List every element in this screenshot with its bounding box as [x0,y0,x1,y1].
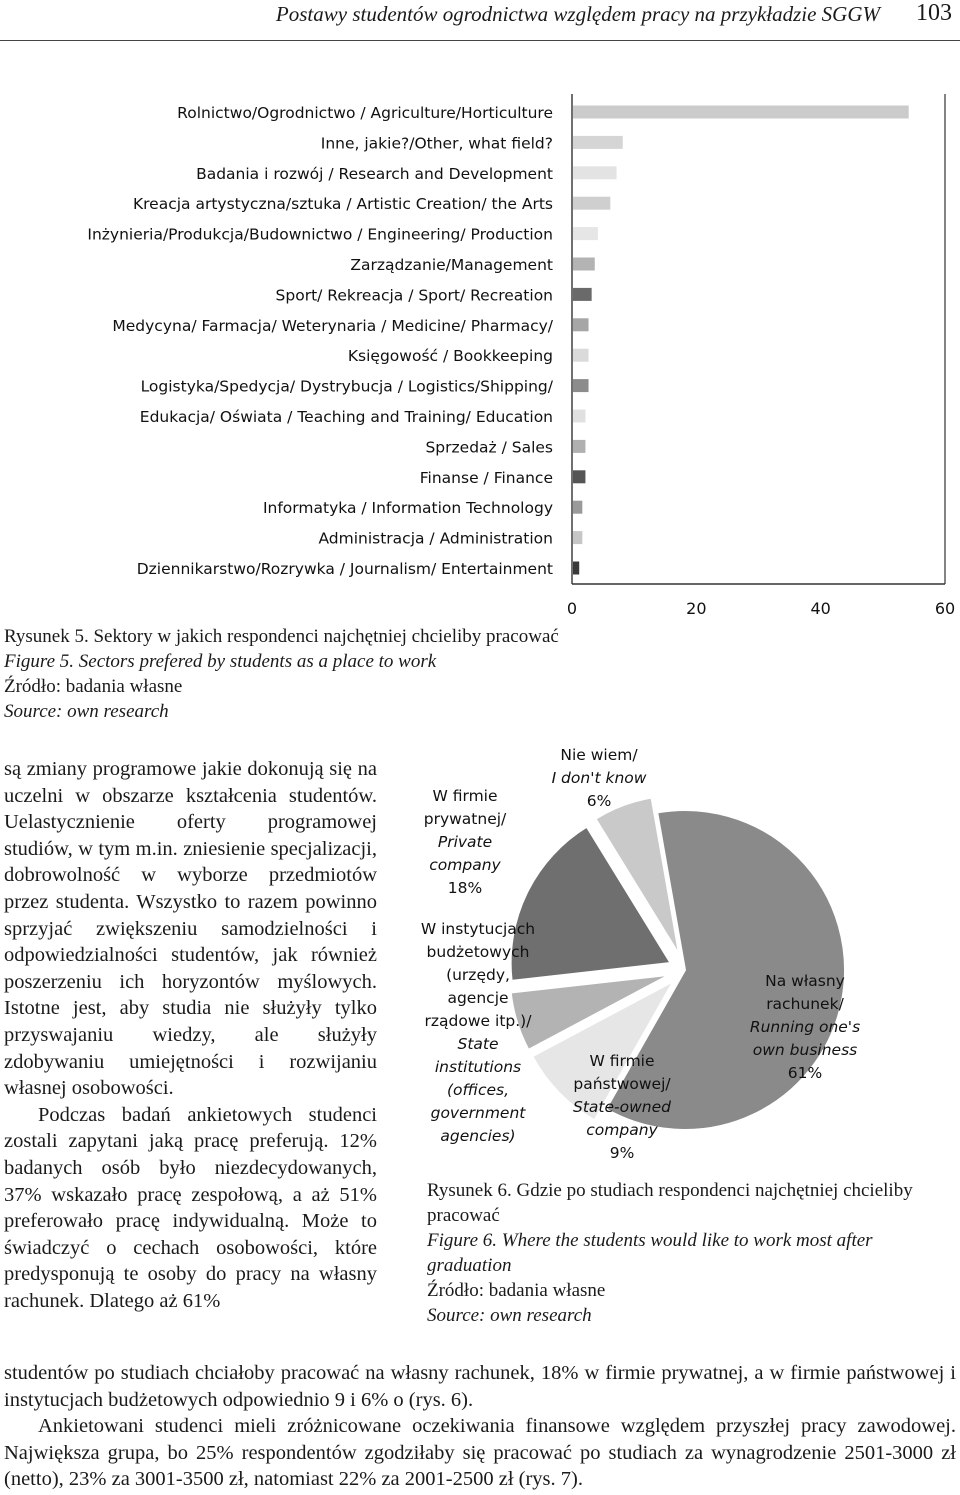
pie-label-line: rachunek/ [766,995,844,1013]
bar [573,136,623,149]
pie-label-line: prywatnej/ [423,810,507,828]
page-number: 103 [916,0,952,26]
x-tick-label: 40 [810,599,831,618]
category-label: Kreacja artystyczna/sztuka / Artistic Creation/ the Arts [132,195,553,214]
pie-percent-label: 18% [447,879,483,897]
category-label: Informatyka / Information Technology [262,499,553,518]
running-title: Postawy studentów ogrodnictwa względem pracy na przykładzie SGGW [275,2,880,26]
category-label: Zarządzanie/Management [350,256,553,274]
body-paragraph: studentów po studiach chciałoby pracować na własny rachunek, 18% w firmie prywatnej, a w firmie państwowej i instytucjach budżetowych odpowiednio 9 i 6% o (rys. 6). [4,1362,956,1411]
figure5-caption-en: Figure 5. Sectors prefered by students as a place to work [4,651,437,672]
bar [573,501,582,514]
pie-label-line-en: I don't know [551,769,647,787]
bar [573,288,592,301]
figure6-caption-pl: Rysunek 6. Gdzie po studiach respondenci najchętniej chcieliby pracować [427,1180,913,1226]
x-tick-label: 60 [934,599,956,618]
pie-label [552,746,647,810]
pie-label-line: W firmie [589,1052,655,1070]
pie-label-line-en: State-owned [573,1098,671,1116]
work-place-pie-chart [405,740,960,1170]
body-paragraph: Ankietowani studenci mieli zróżnicowane oczekiwania finansowe względem przyszłej pracy zawodowej. Największa grupa, bo 25% respondentów zgodziłaby się pracować po studiach za wynagrodzenie 2501-3000 zł (netto), 23% za 3001-3500 zł, natomiast 22% za 2001-2500 zł (rys. 7). [4,1415,956,1491]
pie-percent-label: 6% [586,792,612,810]
figure6-caption-en: Figure 6. Where the students would like to work most after graduation [427,1230,873,1276]
x-tick-label: 0 [566,599,578,618]
pie-label [424,787,507,897]
pie-label-line: rządowe itp.)/ [424,1012,532,1030]
figure5-caption [4,624,559,724]
bar [573,562,579,575]
body-text-full-width [4,1360,956,1493]
category-label: Dziennikarstwo/Rozrywka / Journalism/ Entertainment [136,560,553,578]
pie-percent-label: 9% [609,1144,635,1162]
sectors-bar-chart [0,88,960,620]
figure5-source-en: Source: own research [4,701,169,722]
pie-label-line-en: State [457,1035,499,1053]
category-label: Edukacja/ Oświata / Teaching and Training/ Education [139,408,553,426]
body-paragraph: są zmiany programowe jakie dokonują się na uczelni w obszarze kształcenia studentów. Uelastycznienie oferty programowej studiów, w tym m.in. zniesienie specjalizacji, dobrowolność w wyborze przedmiotów przez studenta. Wszystko to razem powinno sprzyjać zwiększeniu samodzielności i odpowiedzialności studentów, jak również poszerzeniu ich horyzontów myślowych. Istotne jest, aby studia nie służyły tylko przyswajaniu wiedzy, ale służyły zdobywaniu umiejętności i rozwijaniu własnej osobowości. [4,758,377,1100]
body-text-column [4,756,377,1314]
category-label: Rolnictwo/Ogrodnictwo / Agriculture/Horticulture [177,104,553,122]
pie-label-line: Na własny [765,972,845,990]
pie-label-line-en: agencies) [440,1127,516,1145]
bar [573,470,585,483]
pie-label-line-en: company [429,856,501,874]
pie-label-line: budżetowych [426,943,530,961]
pie-label [421,920,535,1145]
figure5-caption-pl: Rysunek 5. Sektory w jakich respondenci najchętniej chcieliby pracować [4,626,559,647]
figure5-source-pl: Źródło: badania własne [4,676,183,697]
x-tick-label: 20 [686,599,707,618]
pie-label-line-en: institutions [434,1058,522,1076]
pie-label-line: W firmie [432,787,498,805]
bar [573,318,589,331]
category-label: Logistyka/Spedycja/ Dystrybucja / Logistics/Shipping/ [140,377,553,396]
pie-percent-label: 61% [787,1064,823,1082]
category-label: Inne, jakie?/Other, what field? [320,134,553,153]
pie-label-line-en: government [430,1104,526,1122]
category-label: Sprzedaż / Sales [425,438,553,457]
bar [573,440,585,453]
pie-label-line: (urzędy, [446,966,510,984]
category-label: Finanse / Finance [419,468,553,487]
bar [573,379,589,392]
category-label: Medycyna/ Farmacja/ Weterynaria / Medicine/ Pharmacy/ [112,316,553,335]
pie-label-line-en: own business [752,1041,858,1059]
category-label: Badania i rozwój / Research and Development [196,164,553,183]
bar [573,227,598,240]
pie-label-line: Nie wiem/ [560,746,638,764]
pie-label-line-en: company [586,1121,658,1139]
category-label: Inżynieria/Produkcja/Budownictwo / Engineering/ Production [87,225,553,244]
bar [573,166,617,179]
bar [573,258,595,271]
bar [573,531,582,544]
category-label: Administracja / Administration [318,529,553,548]
bar [573,197,610,210]
body-paragraph: Podczas badań ankietowych studenci zostali zapytani jaką pracę preferują. 12% badanych osób było niezdecydowanych, 37% wskazało pracę zespołową, a aż 51% preferowało pracę indywidualną. Może to świadczyć o cechach osobowości, które predysponują te osoby do pracy na własny rachunek. Dlatego aż 61% [4,1103,377,1312]
bar [573,106,909,119]
figure6-source-en: Source: own research [427,1305,592,1326]
pie-label-line: W instytucjach [420,920,536,938]
pie-label-line-en: (offices, [446,1081,510,1099]
page-header [0,0,960,41]
pie-label-line-en: Running one's [749,1018,861,1036]
pie-label-line-en: Private [437,833,493,851]
category-label: Sport/ Rekreacja / Sport/ Recreation [275,286,553,305]
pie-label-line: agencje [447,989,509,1007]
figure6-caption [427,1178,960,1328]
category-label: Księgowość / Bookkeeping [347,347,553,366]
pie-label-line: państwowej/ [573,1075,671,1093]
bar [573,410,585,423]
bar [573,349,589,362]
figure6-source-pl: Źródło: badania własne [427,1280,606,1301]
